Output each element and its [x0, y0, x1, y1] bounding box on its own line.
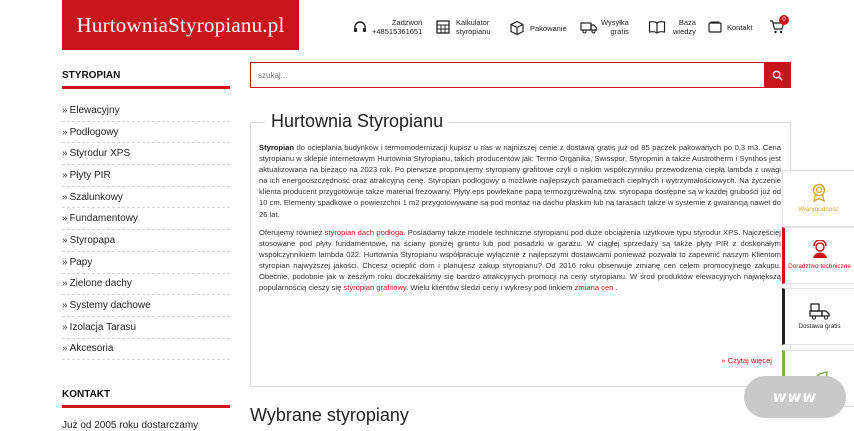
link-zmiana-cen[interactable]: zmiana cen [574, 283, 614, 293]
nav-phone-number: +48515361651 [372, 27, 423, 36]
nav-shipping-line2: gratis [610, 27, 629, 36]
about-p2-a: Oferujemy również [259, 227, 325, 237]
search-bar [250, 62, 791, 88]
search-input[interactable] [251, 63, 765, 87]
sidebar-contact-title: KONTAKT [62, 389, 111, 400]
widget-technical-advice-label: Doradztwo techniczne [788, 263, 851, 270]
sidebar-item-papy[interactable]: » Papy [62, 252, 230, 274]
nav-packaging[interactable] [509, 20, 567, 36]
nav-phone-line1: Zadzwoń [391, 18, 423, 27]
nav-shipping-line1: Wysyłka [601, 18, 629, 27]
contact-card-icon [708, 21, 722, 33]
widget-credibility[interactable] [782, 170, 854, 227]
sidebar-item-podlogowy[interactable]: » Podłogowy [62, 122, 230, 144]
about-p2-b: . Posiadamy także modele techniczne styropianu pod duże obciążenia użytkowe typu styrodur XPS. Najczęściej stosowane pod płyty fundamentowe, na ściany poniżej gruntu lub pod posadzki w garażu. W ciągłej sprzedaży są także płyty PIR z doskonałym współczynnikiem lambda 022. Hurtownia Styropianu współpracuje wyłącznie z najlepszymi dostawcami ponieważ pozwala to zapewnić naszym Klientom styropian najwyższej jakości. Chcesz ocieplić dom i planujesz zakup styropianu? Od 2016 roku obserwuje zmianę cen celem promocyjnego zakupu. Obecnie, podobnie jak w zeszłym roku doczekaliśmy się bardzo atrakcyjnych promocji na ceny styropianu. W środ produktów elewacyjnych największą popularnością cieszy się [259, 227, 781, 293]
medal-icon [810, 183, 828, 203]
link-styropian-dach-podloga[interactable]: styropian dach podłoga [324, 227, 404, 237]
box-icon [509, 20, 525, 36]
sidebar-item-systemy-dachowe[interactable]: » Systemy dachowe [62, 295, 230, 317]
nav-contact[interactable] [708, 21, 752, 33]
nav-knowledge[interactable] [648, 18, 696, 36]
book-icon [648, 19, 666, 35]
sidebar-title-underline [62, 86, 230, 89]
nav-packaging-label: Pakowanie [530, 23, 567, 33]
sidebar-item-zielone-dachy[interactable]: » Zielone dachy [62, 274, 230, 296]
consultant-icon [810, 240, 830, 260]
sidebar-item-plyty-pir[interactable]: » Płyty PIR [62, 165, 230, 187]
truck-icon [580, 19, 598, 35]
about-paragraph-1 [259, 142, 781, 220]
nav-calculator-line1: Kalkulator [456, 18, 490, 27]
search-button[interactable] [764, 63, 790, 87]
page-title: Hurtownia Styropianu [265, 111, 449, 132]
sidebar-item-styropapa[interactable]: » Styropapa [62, 230, 230, 252]
widget-credibility-label: Wiarygodność [798, 206, 839, 213]
nav-contact-label: Kontakt [727, 22, 753, 32]
widget-free-delivery[interactable] [782, 288, 854, 345]
logo-text: HurtowniaStyropianu.pl [76, 12, 285, 37]
about-text [259, 142, 781, 293]
calculator-icon [435, 19, 451, 35]
about-p2-c: . Wielu klientów śledzi ceny i wykresy pod linkiem [406, 283, 575, 293]
about-paragraph-2 [259, 227, 781, 294]
sidebar-item-akcesoria[interactable]: » Akcesoria [62, 339, 230, 361]
about-p1-text: do ocieplania budynków i termomodernizacji kupisz u nas w najniższej cenie z dostawą gratis już od 85 paczek pakowanych po 0,3 m3. Cena styropianu w sklepie internetowym Hurtownia Styropianu, takich producentów jak: Termo Organika, Swisspor, Styropmin a także Austrotherm i Synthos jest aktualizowana na bieżąco na 2023 rok. Po pierwsze proponujemy styropiany grafitowe czyli o niskim współczynniku przewodzenia ciepła lambda z uwagi na ich energooszczędność oraz atrakcyjną cenę. Styropian podłogowy o możliwie najlepszych parametrach cieplnych i wytrzymałościowych. Na życzenie klienta producent przygotowuje także materiał frezowany. Płyty eps powlekane papą termozgrzewalną tzw. styropapa dostępne są w każdej grubości już od 10 cm. Elementy spadkowe o powierzchni 1 m2 przygotowywane są pod montaż na dachu płaskim lub na tarasach także w systemie z gwarancją nawet do 26 lat. [259, 143, 781, 219]
section-title: Wybrane styropiany [250, 405, 409, 425]
about-bold-keyword: Styropian [259, 143, 295, 152]
sidebar-category-list [62, 100, 230, 360]
widget-technical-advice[interactable] [782, 227, 854, 284]
sidebar-contact-underline [62, 405, 230, 408]
sidebar-title: STYROPIAN [62, 70, 121, 81]
read-more-link[interactable]: » Czytaj więcej [721, 356, 772, 365]
link-styropian-grafitowy[interactable]: styropian grafitowy [343, 283, 407, 293]
sidebar-contact-text: Już od 2005 roku dostarczamy [62, 420, 199, 431]
headset-icon [352, 19, 368, 35]
sidebar-item-szalunkowy[interactable]: » Szalunkowy [62, 187, 230, 209]
nav-calculator[interactable] [435, 18, 491, 36]
nav-cart[interactable] [769, 16, 786, 35]
cart-count-badge: 0 [779, 15, 789, 25]
sidebar-item-izolacja-tarasu[interactable]: » Izolacja Tarasu [62, 317, 230, 339]
sidebar-item-styrodur-xps[interactable]: » Styrodur XPS [62, 143, 230, 165]
sidebar-item-elewacyjny[interactable]: » Elewacyjny [62, 100, 230, 122]
nav-phone[interactable] [352, 18, 422, 36]
delivery-truck-icon [809, 302, 831, 320]
search-icon [772, 70, 783, 81]
nav-calculator-line2: styropianu [456, 27, 491, 36]
site-logo[interactable] [62, 0, 299, 50]
nav-knowledge-line1: Baza [678, 18, 696, 27]
sidebar-item-fundamentowy[interactable]: » Fundamentowy [62, 208, 230, 230]
widget-free-delivery-label: Dostawa gratis [798, 323, 841, 330]
nav-shipping[interactable] [580, 18, 629, 36]
nav-knowledge-line2: wiedzy [673, 27, 696, 36]
www-badge[interactable]: www [744, 376, 846, 418]
about-p2-d: . [613, 283, 618, 293]
